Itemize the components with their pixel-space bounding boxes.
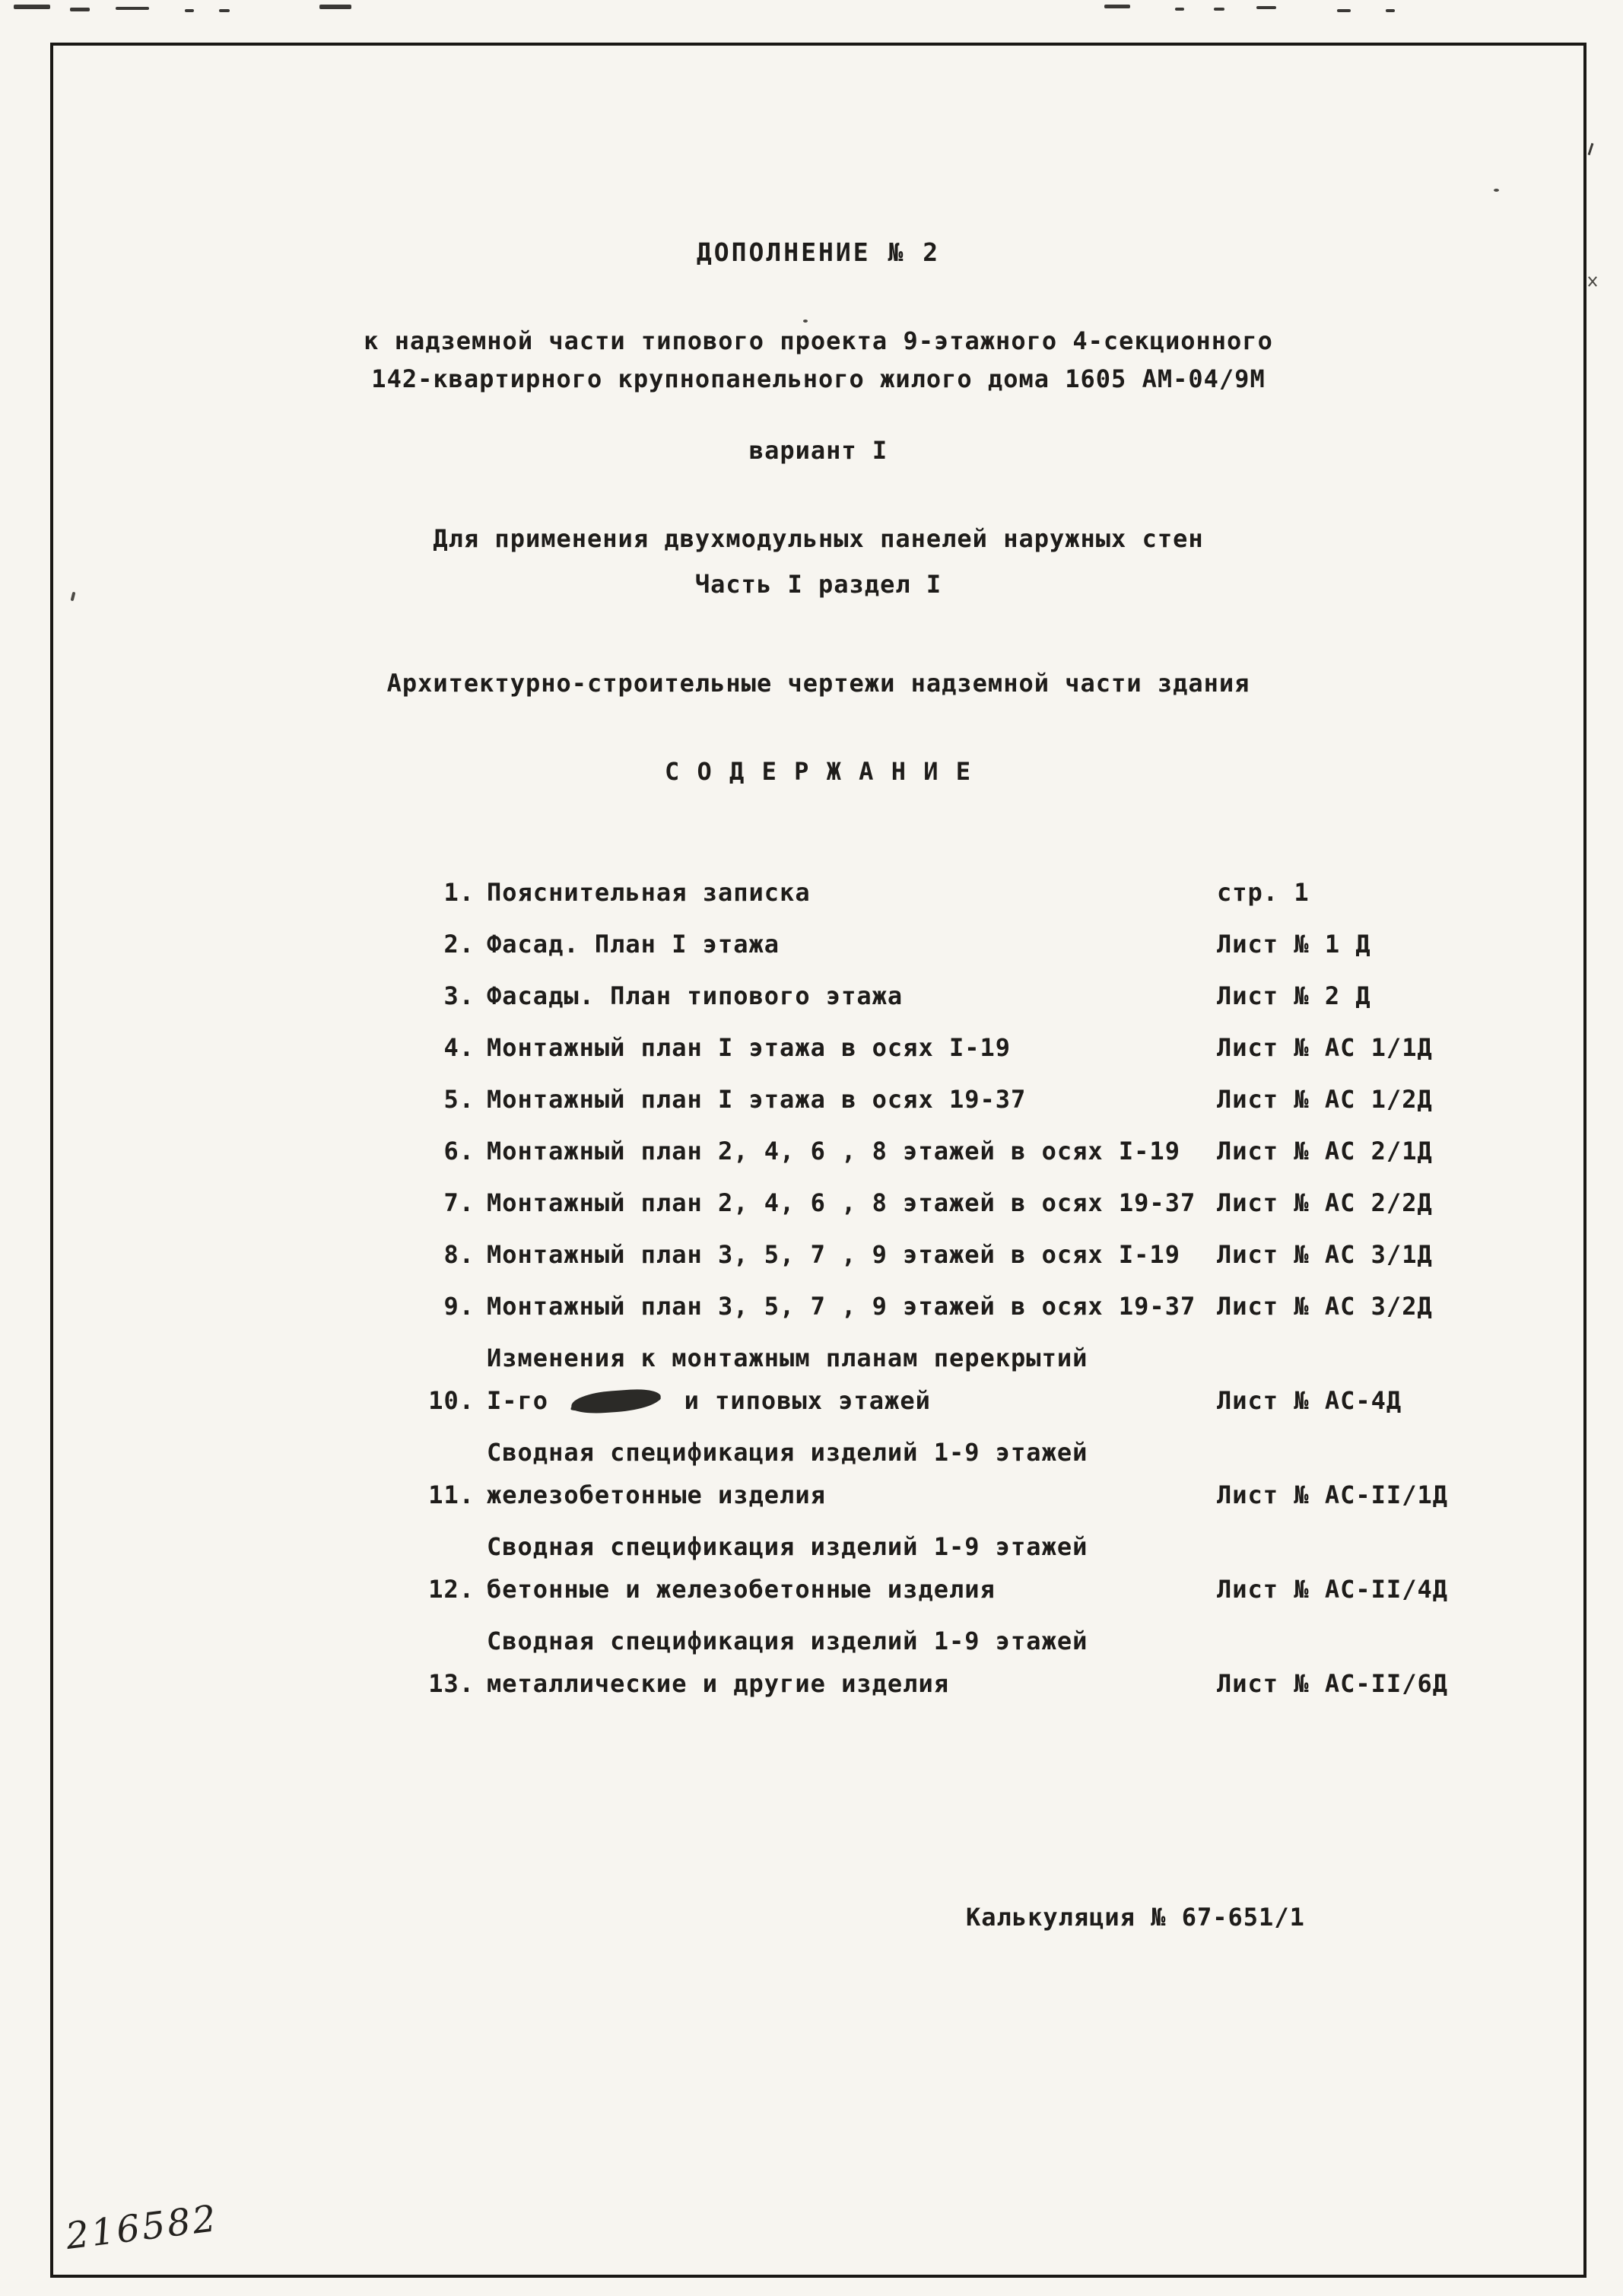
scan-artifact bbox=[1586, 275, 1599, 288]
toc-item-number: 2. bbox=[443, 930, 475, 959]
toc-item-sheet-ref: Лист № АС 3/2Д bbox=[1217, 1292, 1433, 1321]
toc-item-number: 7. bbox=[443, 1188, 475, 1217]
toc-item-title-line: металлические и другие изделия bbox=[487, 1669, 949, 1698]
toc-item-title bbox=[475, 1337, 1217, 1422]
toc-row bbox=[426, 1233, 1559, 1276]
toc-item-number: 10. bbox=[428, 1386, 475, 1415]
toc-row bbox=[426, 975, 1559, 1017]
calculation-line: Калькуляция № 67-651/1 bbox=[966, 1903, 1305, 1932]
toc-item-number: 4. bbox=[443, 1033, 475, 1062]
toc-item-sheet-ref: Лист № АС 2/1Д bbox=[1217, 1137, 1433, 1165]
scan-artifact bbox=[1588, 143, 1594, 155]
toc-item-sheet-ref: Лист № АС 1/2Д bbox=[1217, 1085, 1433, 1114]
toc-row bbox=[426, 1431, 1559, 1516]
toc-item-number: 11. bbox=[428, 1480, 475, 1509]
toc-item-number: 9. bbox=[443, 1292, 475, 1321]
document-title: ДОПОЛНЕНИЕ № 2 bbox=[696, 237, 941, 267]
toc-row bbox=[426, 1620, 1559, 1705]
toc-item-title bbox=[475, 923, 1217, 965]
section-line: Архитектурно-строительные чертежи надземной части здания bbox=[386, 669, 1250, 698]
toc-item-title bbox=[475, 1431, 1217, 1516]
toc-item-title-line: Пояснительная записка bbox=[487, 878, 811, 907]
toc-row bbox=[426, 1026, 1559, 1069]
toc-item-title bbox=[475, 975, 1217, 1017]
toc-item-number: 1. bbox=[443, 878, 475, 907]
toc-item-number: 13. bbox=[428, 1669, 475, 1698]
toc-item-title-line: бетонные и железобетонные изделия bbox=[487, 1575, 996, 1604]
toc-item-number: 8. bbox=[443, 1240, 475, 1269]
subtitle-line: 142-квартирного крупнопанельного жилого дома 1605 АМ-04/9М bbox=[371, 364, 1266, 393]
toc-item-title-line: Сводная спецификация изделий 1-9 этажей bbox=[487, 1627, 1088, 1655]
scan-artifact bbox=[219, 9, 230, 12]
scan-artifact bbox=[1337, 9, 1351, 12]
toc-item-number: 3. bbox=[443, 981, 475, 1010]
scan-artifact bbox=[319, 5, 351, 9]
toc-item-number: 6. bbox=[443, 1137, 475, 1165]
part-line: Часть I раздел I bbox=[694, 570, 942, 599]
toc-item-title-line: Сводная спецификация изделий 1-9 этажей bbox=[487, 1438, 1088, 1467]
toc-item-title-line: Сводная спецификация изделий 1-9 этажей bbox=[487, 1532, 1088, 1561]
toc-row bbox=[426, 1130, 1559, 1172]
toc-item-title bbox=[475, 1525, 1217, 1611]
toc-row bbox=[426, 1337, 1559, 1422]
toc-item-sheet-ref: стр. 1 bbox=[1217, 878, 1310, 907]
ink-blot bbox=[570, 1388, 662, 1415]
toc-item-sheet-ref: Лист № 2 Д bbox=[1217, 981, 1371, 1010]
toc-item-title bbox=[475, 1078, 1217, 1121]
toc-item-sheet-ref: Лист № АС-4Д bbox=[1217, 1386, 1402, 1415]
scan-artifact bbox=[185, 9, 194, 12]
toc-item-sheet-ref: Лист № АС-II/6Д bbox=[1217, 1669, 1448, 1698]
toc-item-title-line: Фасад. План I этажа bbox=[487, 930, 780, 959]
toc-item-title bbox=[475, 1233, 1217, 1276]
toc-item-title-line: Монтажный план 3, 5, 7 , 9 этажей в осях I-19 bbox=[487, 1240, 1180, 1269]
toc-row bbox=[426, 1285, 1559, 1328]
toc-item-sheet-ref: Лист № АС-II/1Д bbox=[1217, 1480, 1448, 1509]
toc-item-title-line: I-го и типовых этажей bbox=[487, 1386, 931, 1415]
contents-heading: С О Д Е Р Ж А Н И Е bbox=[664, 757, 973, 786]
toc-item-title-line: железобетонные изделия bbox=[487, 1480, 826, 1509]
toc-item-title-line: Монтажный план 2, 4, 6 , 8 этажей в осях 19-37 bbox=[487, 1188, 1196, 1217]
scan-artifact bbox=[1386, 9, 1395, 12]
toc-item-title-line: Изменения к монтажным планам перекрытий bbox=[487, 1344, 1088, 1372]
scan-artifact bbox=[1175, 8, 1184, 11]
toc-item-sheet-ref: Лист № АС-II/4Д bbox=[1217, 1575, 1448, 1604]
toc-item-title bbox=[475, 871, 1217, 914]
scan-artifact bbox=[1104, 5, 1130, 8]
toc-item-title-line: Монтажный план I этажа в осях 19-37 bbox=[487, 1085, 1027, 1114]
document-subtitle bbox=[53, 322, 1583, 398]
toc-item-title-line: Монтажный план 3, 5, 7 , 9 этажей в осях 19-37 bbox=[487, 1292, 1196, 1321]
toc-item-title bbox=[475, 1026, 1217, 1069]
toc-item-title bbox=[475, 1620, 1217, 1705]
toc-item-sheet-ref: Лист № АС 2/2Д bbox=[1217, 1188, 1433, 1217]
application-note: Для применения двухмодульных панелей наружных стен bbox=[433, 524, 1204, 553]
scan-artifact bbox=[14, 5, 50, 9]
toc-row bbox=[426, 1078, 1559, 1121]
scan-artifact bbox=[1214, 8, 1224, 11]
toc-row bbox=[426, 923, 1559, 965]
scan-artifact bbox=[70, 8, 90, 11]
scan-artifact bbox=[1256, 6, 1276, 9]
toc-item-sheet-ref: Лист № 1 Д bbox=[1217, 930, 1371, 959]
toc-item-sheet-ref: Лист № АС 1/1Д bbox=[1217, 1033, 1433, 1062]
page-content bbox=[53, 46, 1583, 2275]
variant-line: вариант I bbox=[748, 436, 888, 465]
toc-row bbox=[426, 871, 1559, 914]
toc-item-title-line: Монтажный план 2, 4, 6 , 8 этажей в осях I-19 bbox=[487, 1137, 1180, 1165]
toc-item-title bbox=[475, 1181, 1217, 1224]
toc-row bbox=[426, 1181, 1559, 1224]
toc-item-title-line: Монтажный план I этажа в осях I-19 bbox=[487, 1033, 1012, 1062]
toc-item-title-line: Фасады. План типового этажа bbox=[487, 981, 904, 1010]
handwritten-number: 216582 bbox=[63, 2196, 221, 2259]
toc-item-title bbox=[475, 1130, 1217, 1172]
toc-item-number: 12. bbox=[428, 1575, 475, 1604]
toc-item-sheet-ref: Лист № АС 3/1Д bbox=[1217, 1240, 1433, 1269]
toc-item-number: 5. bbox=[443, 1085, 475, 1114]
contents-list bbox=[426, 871, 1559, 1705]
scan-artifact bbox=[116, 7, 149, 10]
toc-row bbox=[426, 1525, 1559, 1611]
subtitle-line: к надземной части типового проекта 9-этажного 4-секционного bbox=[364, 326, 1273, 355]
toc-item-title bbox=[475, 1285, 1217, 1328]
